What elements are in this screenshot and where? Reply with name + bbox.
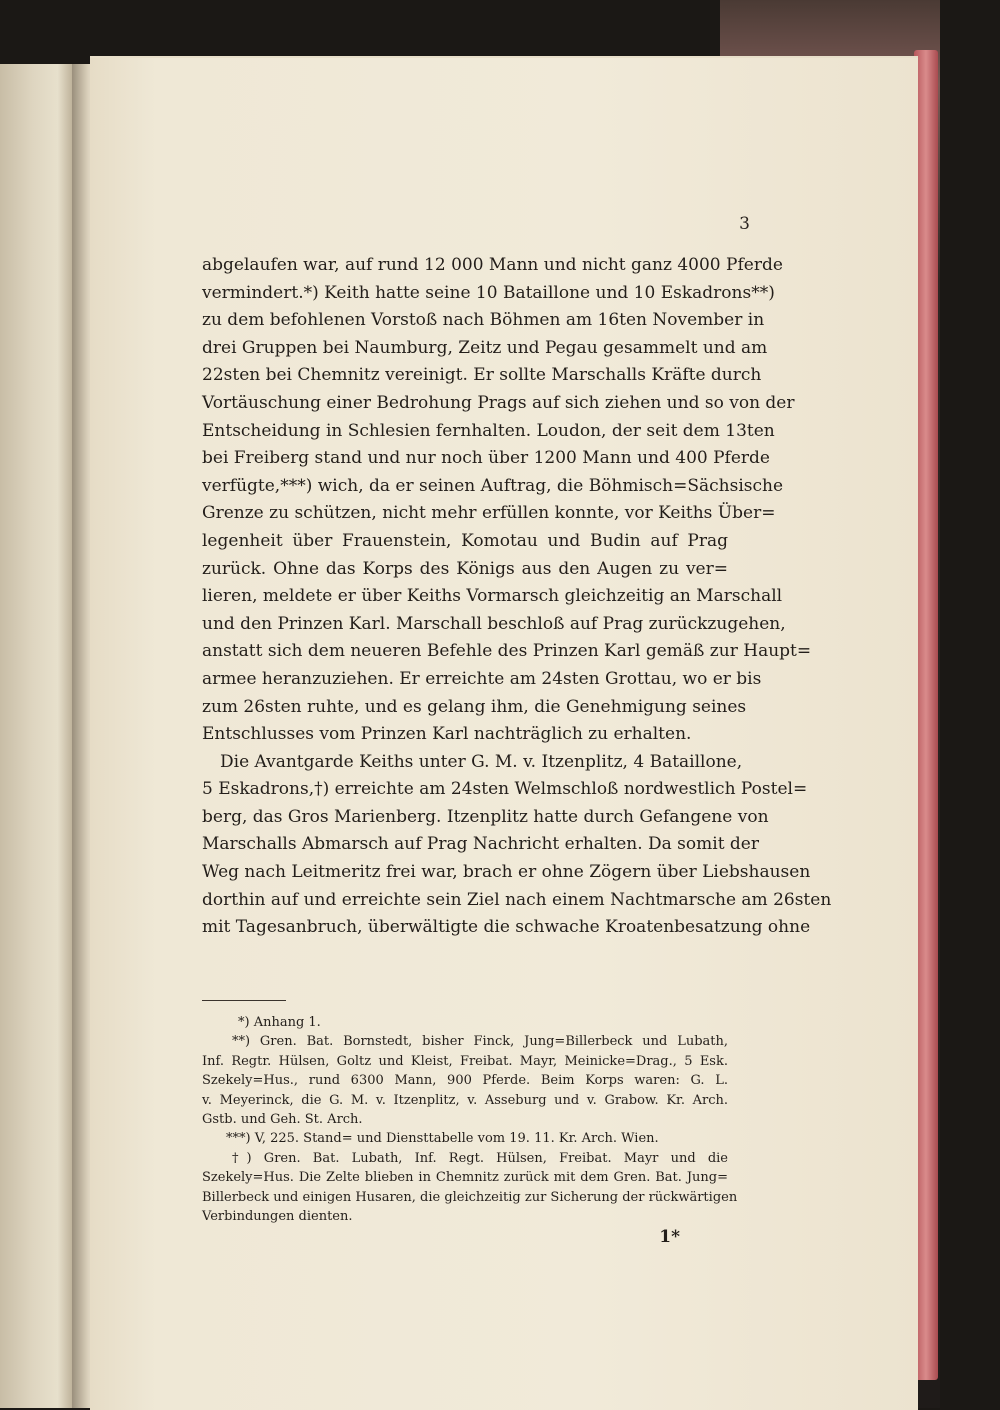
body-line: armee heranzuziehen. Er erreichte am 24sten Grottau, wo er bis	[202, 668, 762, 689]
body-line: Marschalls Abmarsch auf Prag Nachricht erhalten. Da somit der	[202, 834, 759, 855]
body-line: Entscheidung in Schlesien fernhalten. Loudon, der seit dem 13ten	[202, 420, 775, 441]
footnote-line: **) Gren. Bat. Bornstedt, bisher Finck, Jung=Billerbeck und Lubath,	[232, 1034, 728, 1050]
body-line: drei Gruppen bei Naumburg, Zeitz und Pegau gesammelt und am	[202, 337, 768, 358]
body-line: legenheit über Frauenstein, Komotau und Budin auf Prag	[202, 530, 728, 551]
body-line: 5 Eskadrons,†) erreichte am 24sten Welmschloß nordwestlich Postel=	[202, 779, 808, 800]
body-text	[202, 252, 832, 942]
body-line: Entschlusses vom Prinzen Karl nachträglich zu erhalten.	[202, 724, 692, 745]
body-line: 22sten bei Chemnitz vereinigt. Er sollte Marschalls Kräfte durch	[202, 365, 762, 386]
body-line: lieren, meldete er über Keiths Vormarsch gleichzeitig an Marschall	[202, 586, 783, 607]
body-line: Weg nach Leitmeritz frei war, brach er ohne Zögern über Liebshausen	[202, 862, 811, 883]
body-line: Grenze zu schützen, nicht mehr erfüllen konnte, vor Keiths Über=	[202, 503, 776, 524]
body-line: zurück. Ohne das Korps des Königs aus den Augen zu ver=	[202, 558, 728, 579]
body-line: verfügte,***) wich, da er seinen Auftrag, die Böhmisch=Sächsische	[202, 475, 784, 496]
body-line: und den Prinzen Karl. Marschall beschloß auf Prag zurückzugehen,	[202, 613, 786, 634]
book-page	[90, 56, 918, 1410]
footnote-line: †) Gren. Bat. Lubath, Inf. Regt. Hülsen, Freibat. Mayr und die	[232, 1150, 728, 1166]
body-line: Vortäuschung einer Bedrohung Prags auf sich ziehen und so von der	[202, 392, 795, 413]
body-line: dorthin auf und erreichte sein Ziel nach einem Nachtmarsche am 26sten	[202, 889, 832, 910]
footnote-line: *) Anhang 1.	[238, 1015, 321, 1030]
body-line: mit Tagesanbruch, überwältigte die schwache Kroatenbesatzung ohne	[202, 917, 811, 938]
body-line: zu dem befohlenen Vorstoß nach Böhmen am 16ten November in	[202, 310, 765, 331]
body-line: vermindert.*) Keith hatte seine 10 Bataillone und 10 Eskadrons**)	[202, 282, 775, 303]
body-line: Die Avantgarde Keiths unter G. M. v. Itzenplitz, 4 Bataillone,	[220, 751, 743, 772]
body-line: zum 26sten ruhte, und es gelang ihm, die Genehmigung seines	[202, 696, 747, 717]
body-line: berg, das Gros Marienberg. Itzenplitz hatte durch Gefangene von	[202, 806, 769, 827]
page-number: 3	[739, 214, 750, 234]
body-line: anstatt sich dem neueren Befehle des Prinzen Karl gemäß zur Haupt=	[202, 641, 812, 662]
footnotes	[202, 1013, 738, 1226]
footnote-line: Szekely=Hus. Die Zelte blieben in Chemnitz zurück mit dem Gren. Bat. Jung=	[202, 1170, 728, 1186]
footnote-divider	[202, 1000, 286, 1001]
body-line: abgelaufen war, auf rund 12 000 Mann und nicht ganz 4000 Pferde	[202, 255, 783, 275]
signature-mark: 1*	[659, 1227, 680, 1247]
footnote-line: Inf. Regtr. Hülsen, Goltz und Kleist, Freibat. Mayr, Meinicke=Drag., 5 Esk.	[202, 1053, 728, 1069]
footnote-line: Verbindungen dienten.	[202, 1209, 353, 1225]
footnote-line: v. Meyerinck, die G. M. v. Itzenplitz, v. Asseburg und v. Grabow. Kr. Arch.	[202, 1092, 728, 1108]
left-page-edge	[0, 64, 72, 1408]
body-line: bei Freiberg stand und nur noch über 1200 Mann und 400 Pferde	[202, 448, 770, 469]
footnote-line: Szekely=Hus., rund 6300 Mann, 900 Pferde. Beim Korps waren: G. L.	[202, 1073, 728, 1089]
footnote-line: Billerbeck und einigen Husaren, die gleichzeitig zur Sicherung der rückwärtigen	[202, 1189, 738, 1205]
footnote-line: Gstb. und Geh. St. Arch.	[202, 1112, 363, 1128]
footnote-line: ***) V, 225. Stand= und Diensttabelle vom 19. 11. Kr. Arch. Wien.	[226, 1131, 659, 1147]
